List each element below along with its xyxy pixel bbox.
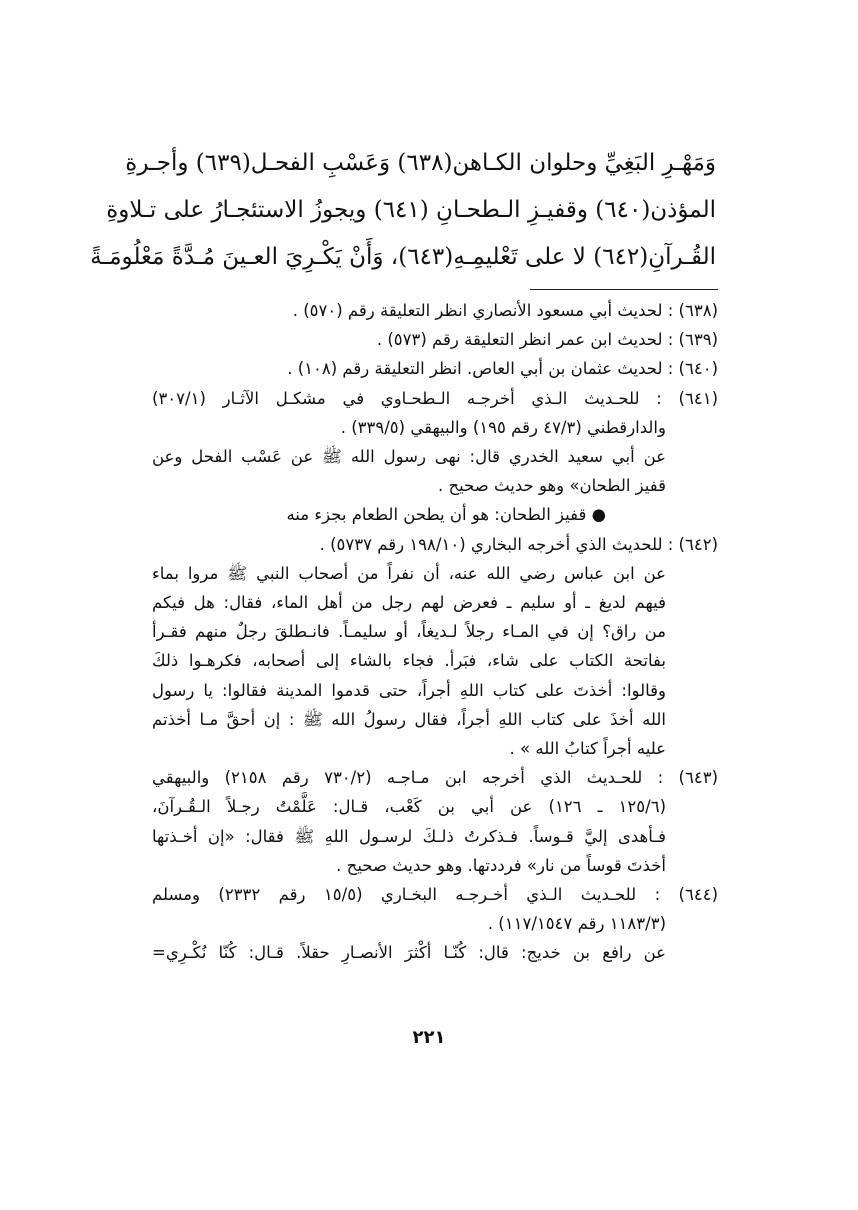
main-text-line: المؤذن(٦٤٠) وقفيـزِ الـطحـانِ (٦٤١) ويجوزُ الاستئجـارُ على تـلاوةِ [106,197,716,223]
footnote-line: والدارقطني (٤٧/٣ رقم ١٩٥) والبيهقي (٣٣٩/٥) . [340,417,666,437]
footnote-line: من راق؟ إن في المـاء رجلاً لـديغاً، أو سليمـاً. فانـطلقَ رجلٌ منهم فقـرأ [152,622,666,642]
footnote-definition: ● قفيز الطحان: هو أن يطحن الطعام بجزء منه [286,505,606,525]
footnote-line: قفيز الطحان» وهو حديث صحيح . [438,476,666,496]
footnote-line: (١١٨٣/٣ رقم ١١٧/١٥٤٧) . [487,914,666,934]
footnote-line: (٦٤٢) : للحديث الذي أخرجه البخاري (١٩٨/١٠ رقم ٥٧٣٧) . [319,534,718,554]
footnote-line: (١٢٥/٦ ـ ١٢٦) عن أبي بن كَعْب، قـال: عَلَّمْتُ رجـلاً الـقُـرآنَ، [152,797,666,817]
footnote-line: عن رافع بن خديج: قال: كُنّـا أكْثرَ الأنصـارِ حقلاً. قـال: كُنّا نُكْـرِي= [152,943,666,963]
footnote-line: فـأهدى إليَّ قـوساً. فـذكرتُ ذلـكَ لرسـول اللهِ ﷺ فقال: «إن أخـذتها [152,826,666,846]
footnote-line: بفاتحة الكتاب على شاء، فبَرأ. فجاء بالشاء إلى أصحابه، فكرهـوا ذلكَ [152,651,666,671]
footnote-line: (٦٣٩) : لحديث ابن عمر انظر التعليقة رقم (٥٧٣) . [376,330,718,350]
footnote-line: عن أبي سعيد الخدري قال: نهى رسول الله ﷺ عن عَسْب الفحل وعن [152,447,666,467]
footnote-line: أخذتَ قوساً من نار» فرددتها. وهو حديث صحيح . [336,855,666,875]
page-number: ٢٢١ [412,1027,446,1048]
footnotes [152,296,718,968]
footnote-line: (٦٤٠) : لحديث عثمان بن أبي العاص. انظر التعليقة رقم (١٠٨) . [287,359,718,379]
footnote-line: عن ابن عباس رضي الله عنه، أن نفراً من أصحاب النبي ﷺ مروا بماء [152,563,666,583]
footnote-separator [530,289,718,290]
footnote-line: عليه أجراً كتابُ الله » . [509,739,666,759]
footnote-line: وقالوا: أخذتَ على كتاب اللهِ أجراً، حتى قدموا المدينة فقالوا: يا رسول [152,680,666,700]
footnote-line: (٦٤٤) : للحـديث الـذي أخـرجـه البخـاري (١٥/٥ رقم ٢٣٣٢) ومسلم [152,885,718,905]
footnote-line: (٦٣٨) : لحديث أبي مسعود الأنصاري انظر التعليقة رقم (٥٧٠) . [292,301,718,320]
footnote-line: الله أخذَ على كتاب اللهِ أجراً، فقال رسولُ الله ﷺ : إن أحقَّ مـا أخذتم [152,709,666,729]
footnote-line: (٦٤٣) : للحـديث الذي أخرجه ابن مـاجـه (٧٣٠/٢ رقم ٢١٥٨) والبيهقي [152,768,718,788]
footnote-line: فيهم لديغ ـ أو سليم ـ فعرض لهم رجل من أهل الماء، فقال: هل فيكم [152,593,666,613]
main-text [90,140,716,281]
main-text-line: القُـرآنِ(٦٤٢) لا على تَعْليمِـهِ(٦٤٣)، وَأَنْ يَكْـرِيَ العـينَ مُـدَّةً مَعْلُومَـةً [90,244,716,270]
main-text-line: وَمَهْـرِ البَغِيِّ وحلوان الكـاهن(٦٣٨) وَعَسْبِ الفحـل(٦٣٩) وأجـرةِ [125,150,716,176]
footnote-line: (٦٤١) : للحـديث الـذي أخرجـه الـطحـاوي في مشكـل الآثـار (٣٠٧/١) [152,388,718,408]
